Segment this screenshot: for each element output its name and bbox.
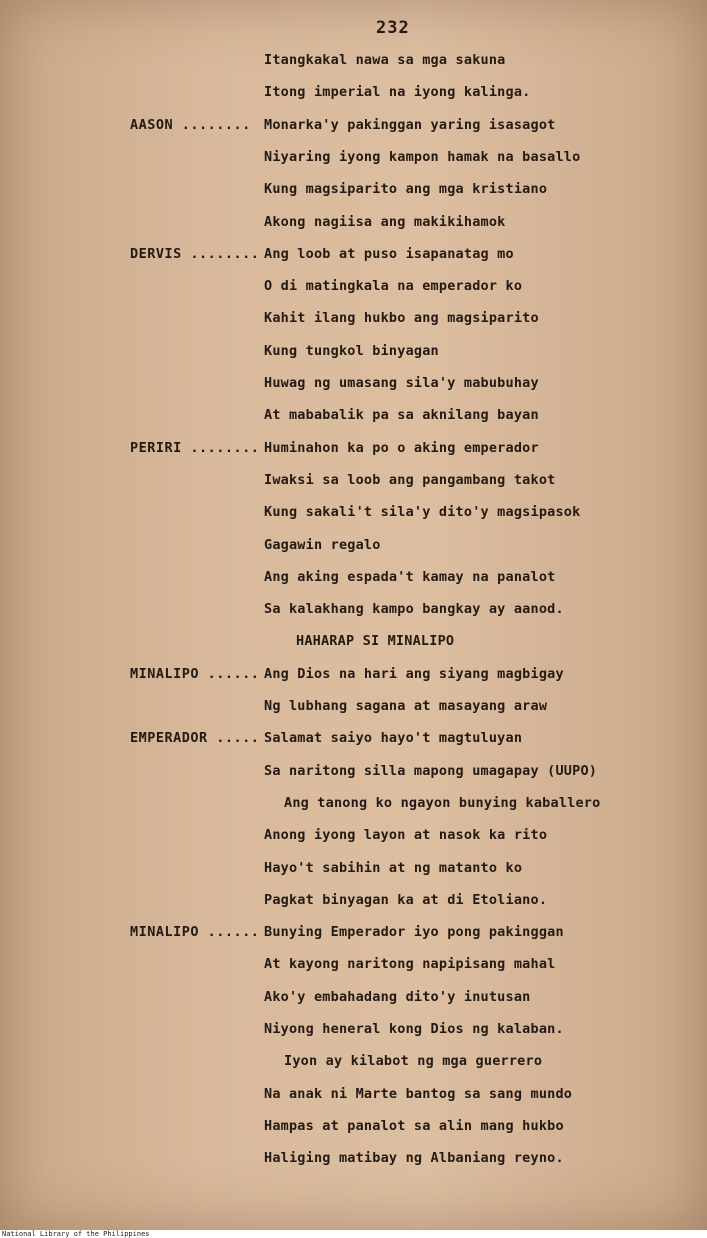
verse-line: At kayong naritong napipisang mahal	[264, 956, 556, 973]
verse-line: Monarka'y pakinggan yaring isasagot	[264, 116, 556, 133]
verse-line: Ang aking espada't kamay na panalot	[264, 568, 556, 585]
verse-line: Pagkat binyagan ka at di Etoliano.	[264, 891, 548, 908]
verse-line: Huminahon ka po o aking emperador	[264, 439, 539, 456]
verse-line: Salamat saiyo hayo't magtuluyan	[264, 730, 523, 747]
verse-line: Iyon ay kilabot ng mga guerrero	[284, 1053, 543, 1070]
verse-line: Niyaring iyong kampon hamak na basallo	[264, 148, 581, 165]
speaker-label: MINALIPO ......	[130, 665, 260, 682]
speaker-label: PERIRI ........	[130, 439, 260, 456]
verse-line: Anong iyong layon at nasok ka rito	[264, 827, 548, 844]
speaker-label: EMPERADOR .....	[130, 730, 260, 747]
footer-credit: National Library of the Philippines	[2, 1230, 707, 1238]
verse-line: Itangkakal nawa sa mga sakuna	[264, 52, 506, 68]
verse-line: Ng lubhang sagana at masayang araw	[264, 698, 548, 714]
verse-line: Kung sakali't sila'y dito'y magsipasok	[264, 504, 581, 521]
verse-line: O di matingkala na emperador ko	[264, 278, 523, 295]
speaker-label: MINALIPO ......	[130, 924, 260, 941]
verse-line: Huwag ng umasang sila'y mabubuhay	[264, 375, 539, 391]
verse-line: Sa naritong silla mapong umagapay (UUPO)	[264, 762, 598, 779]
stage-direction: HAHARAP SI MINALIPO	[296, 633, 455, 650]
verse-line: Itong imperial na iyong kalinga.	[264, 84, 531, 101]
verse-line: Ang Dios na hari ang siyang magbigay	[264, 665, 564, 682]
verse-line: Kung tungkol binyagan	[264, 342, 439, 359]
verse-line: Na anak ni Marte bantog sa sang mundo	[264, 1085, 573, 1102]
verse-line: Hayo't sabihin at ng matanto ko	[264, 859, 523, 876]
speaker-label: AASON ........	[130, 116, 251, 133]
verse-line: Haliging matibay ng Albaniang reyno.	[264, 1150, 564, 1167]
verse-line: Kahit ilang hukbo ang magsiparito	[264, 310, 539, 327]
verse-line: At mababalik pa sa aknilang bayan	[264, 407, 539, 424]
speaker-label: DERVIS ........	[130, 245, 260, 262]
verse-line: Gagawin regalo	[264, 536, 381, 553]
verse-line: Kung magsiparito ang mga kristiano	[264, 181, 548, 198]
verse-line: Iwaksi sa loob ang pangambang takot	[264, 471, 556, 488]
verse-line: Akong nagiisa ang makikihamok	[264, 213, 506, 230]
page-number: 232	[376, 18, 410, 38]
verse-line: Hampas at panalot sa alin mang hukbo	[264, 1117, 564, 1134]
verse-line: Ako'y embahadang dito'y inutusan	[264, 988, 531, 1005]
verse-line: Ang loob at puso isapanatag mo	[264, 245, 514, 262]
verse-line: Niyong heneral kong Dios ng kalaban.	[264, 1021, 564, 1037]
verse-line: Bunying Emperador iyo pong pakinggan	[264, 924, 564, 941]
verse-line: Sa kalakhang kampo bangkay ay aanod.	[264, 601, 564, 618]
verse-line: Ang tanong ko ngayon bunying kaballero	[284, 794, 601, 811]
